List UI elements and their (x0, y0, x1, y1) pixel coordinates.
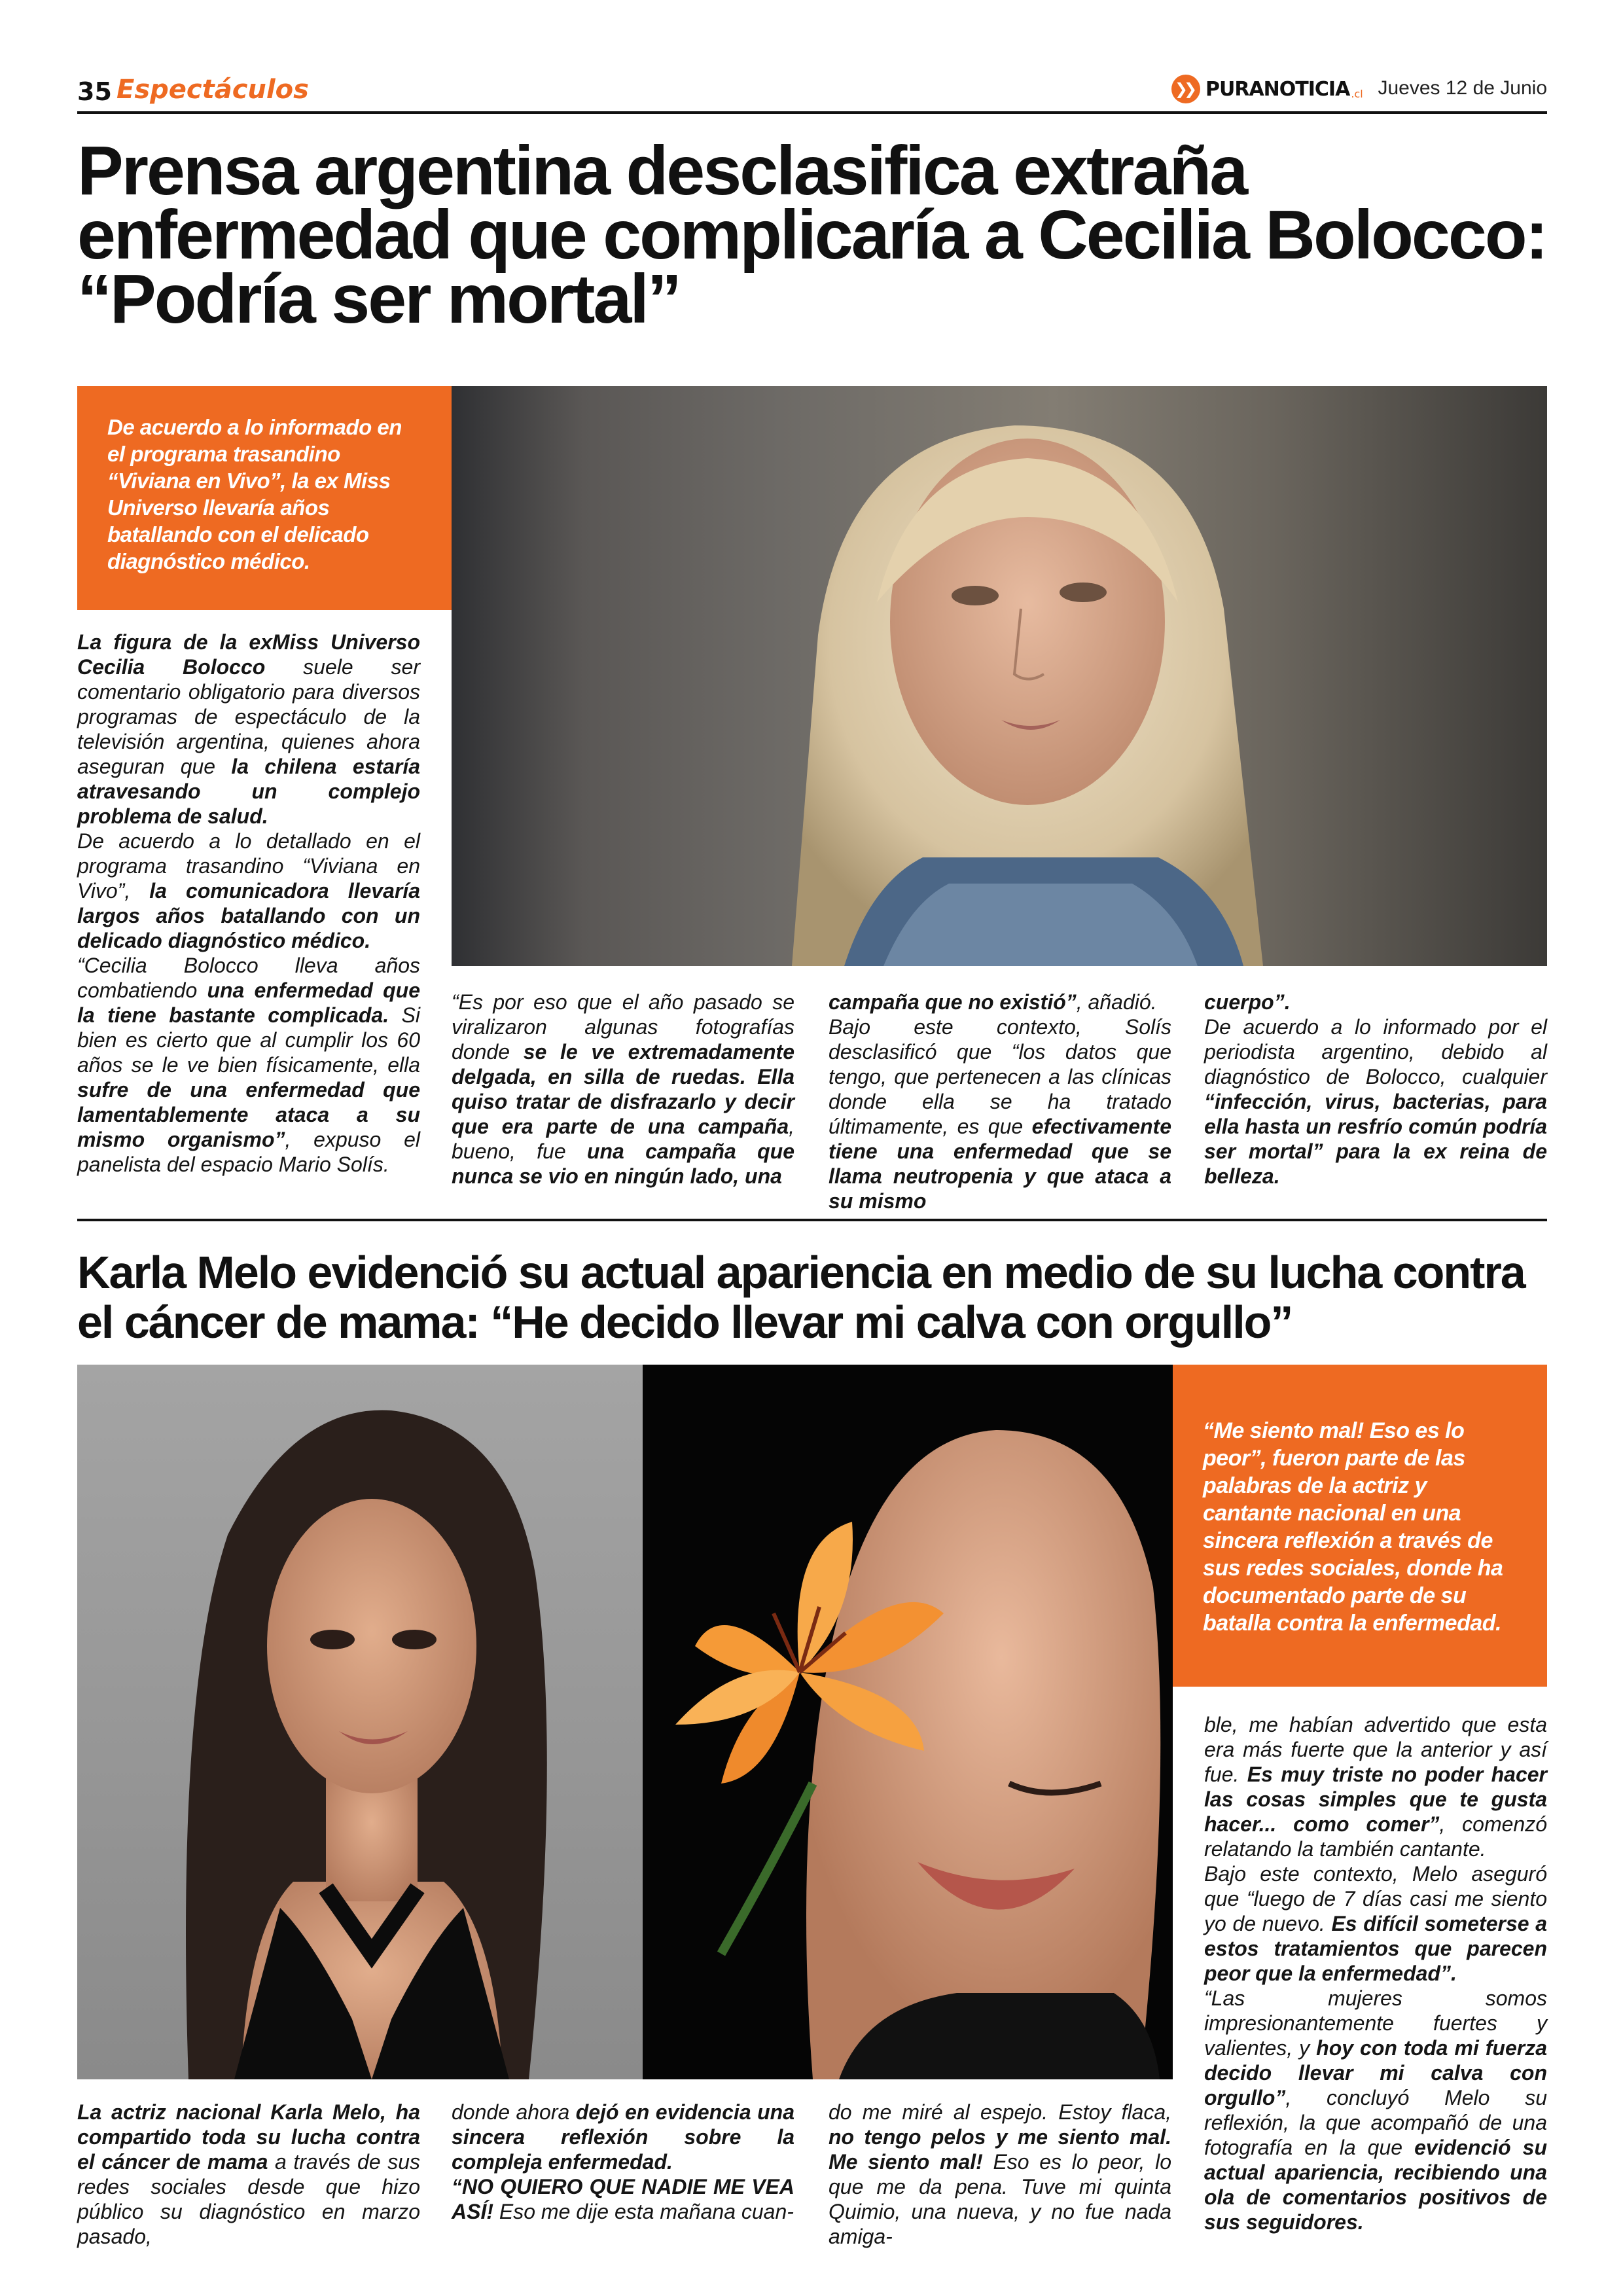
article-divider (77, 1219, 1547, 1221)
article2-column-3: do me miré al espejo. Estoy flaca, no tengo pelos y me siento mal. Me siento mal! Eso es lo peor, lo que me da pena. Tuve mi quinta Quimio, una nueva, y no fue nada amiga- (829, 2100, 1171, 2248)
article1-column-2: “Es por eso que el año pasado se viralizaron algunas fotografías donde se le ve extremadamente delgada, en silla de ruedas. Ella quiso tratar de disfrazarlo y decir que era parte de una campaña, bueno, fue una campaña que nunca se vio en ningún lado, una (452, 990, 795, 1188)
article2-lead-box (1173, 1365, 1547, 1687)
karla-melo-portrait-photo (77, 1365, 643, 2079)
article1-headline: Prensa argentina desclasifica extraña enfermedad que complicaría a Cecilia Bolocco: “Podría ser mortal” (77, 132, 1546, 338)
site-logo[interactable] (1171, 73, 1363, 105)
header-rule (77, 111, 1547, 114)
double-chevron-icon: ❯❯ (1171, 75, 1200, 103)
article2-column-1: La actriz nacional Karla Melo, ha compartido toda su lucha contra el cáncer de mama a través de sus redes sociales desde que hizo público su diagnóstico en marzo pasado, (77, 2100, 421, 2248)
article2-column-4: ble, me habían advertido que esta era más fuerte que la anterior y así fue. Es muy triste no poder hacer las cosas simples que te gusta hacer... como comer”, comenzó relatando la también cantante. Bajo este contexto, Melo aseguró que “luego de 7 días casi me siento yo de nuevo. Es difícil someterse a estos tratamientos que parecen peor que la enfermedad”. “Las mujeres somos impresionantemente fuertes y valientes, y hoy con toda mi fuerza decido llevar mi calva con orgullo”, concluyó Melo su reflexión, la que acompañó de una fotografía en la que evidenció su actual apariencia, recibiendo una ola de comentarios positivos de sus seguidores. (1204, 1713, 1548, 2234)
article2-headline: Karla Melo evidenció su actual apariencia en medio de su lucha contra el cáncer de mama: “He decido llevar mi calva con orgullo” (77, 1247, 1525, 1348)
logo-tld: .cl (1351, 87, 1363, 100)
logo-name: PURANOTICIA (1205, 77, 1350, 101)
article2-lead: “Me siento mal! Eso es lo peor”, fueron parte de las palabras de la actriz y cantante nacional en una sincera reflexión a través de sus redes sociales, donde ha documentado parte de su batalla contra la enfermedad. (1203, 1418, 1503, 1636)
article1-column-1: La figura de la exMiss Universo Cecilia Bolocco suele ser comentario obligatorio para diversos programas de espectáculo de la televisión argentina, quienes ahora aseguran que la chilena estaría atravesando un complejo problema de salud. De acuerdo a lo detallado en el programa trasandino “Viviana en Vivo”, la comunicadora llevaría largos años batallando con un delicado diagnóstico médico. “Cecilia Bolocco lleva años combatiendo una enfermedad que la tiene bastante complicada. Si bien es cierto que al cumplir los 60 años se le ve bien físicamente, ella sufre de una enfermedad que lamentablemente ataca a su mismo organismo”, expuso el panelista del espacio Mario Solís. (77, 630, 421, 1176)
article2-column-2: donde ahora dejó en evidencia una sincera reflexión sobre la compleja enfermedad. “NO QUIERO QUE NADIE ME VEA ASÍ! Eso me dije esta mañana cuan- (452, 2100, 795, 2223)
karla-melo-lily-photo (643, 1365, 1173, 2079)
cecilia-bolocco-photo (452, 386, 1547, 966)
article1-column-4: cuerpo”. De acuerdo a lo informado por el periodista argentino, debido al diagnóstico de Bolocco, cualquier “infección, virus, bacterias, para ella hasta un resfrío común podría ser mortal” para la ex reina de belleza. (1204, 990, 1547, 1188)
article1-lead: De acuerdo a lo informado en el programa trasandino “Viviana en Vivo”, la ex Miss Universo llevaría años batallando con el delicado diagnóstico médico. (107, 415, 402, 573)
section-name: Espectáculos (116, 75, 309, 105)
article1-column-3: campaña que no existió”, añadió. Bajo este contexto, Solís desclasificó que “los datos que tengo, que pertenecen a las clínicas donde ella se ha tratado últimamente, es que efectivamente tiene una enfermedad que se llama neutropenia y que ataca a su mismo (829, 990, 1171, 1213)
issue-date: Jueves 12 de Junio (1378, 77, 1547, 99)
page-number: 35 (77, 77, 112, 106)
article1-lead-box (77, 386, 452, 610)
